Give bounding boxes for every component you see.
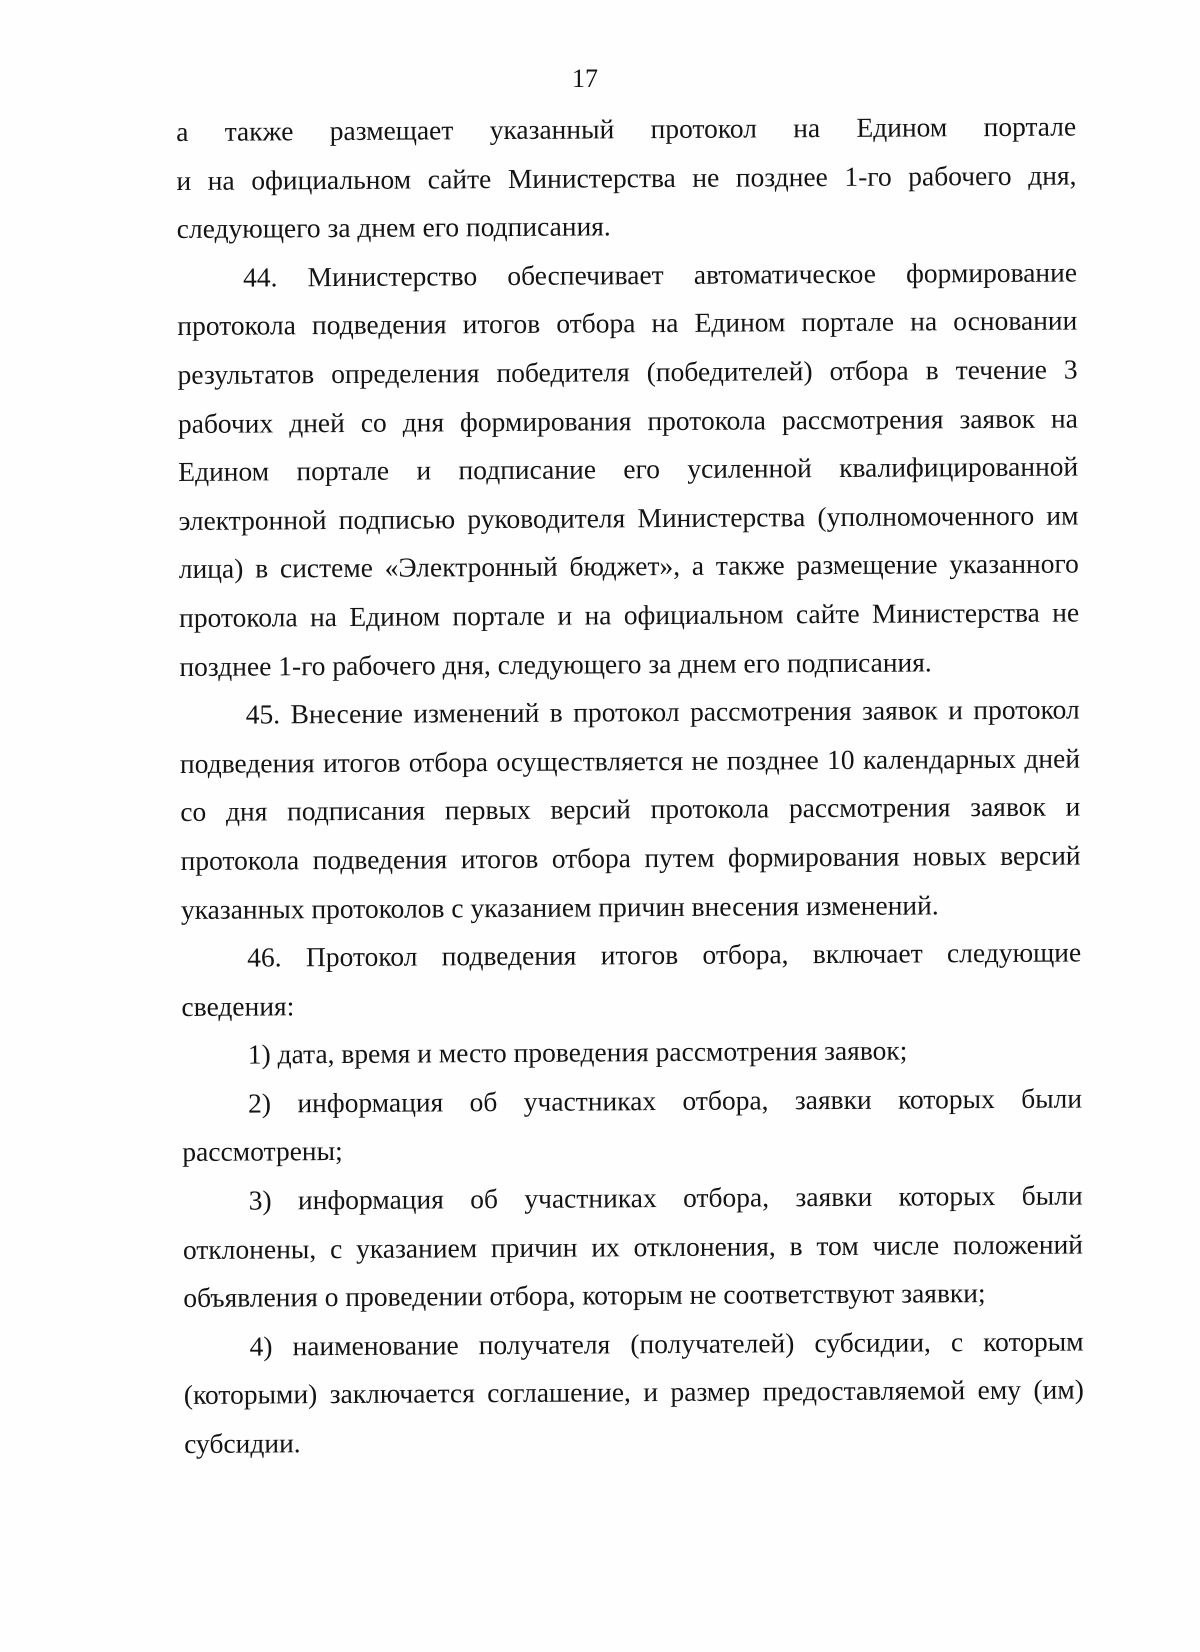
list-item-2: 2) информация об участниках отбора, заявки которых были рассмотрены;: [182, 1082, 1083, 1168]
paragraph-continuation-rest: и на официальном сайте Министерства не позднее 1-го рабочего дня, следующего за днем его подписания.: [176, 159, 1077, 245]
paragraph-45: 45. Внесение изменений в протокол рассмотрения заявок и протокол подведения итогов отбора осуществляется не позднее 10 календарных дней со дня подписания первых версий протокола рассмотрения заявок и протокола подведения итогов отбора путем формирования новых версий указанных протоколов с указанием причин внесения изменений.: [179, 693, 1081, 925]
list-item-4: 4) наименование получателя (получателей) субсидии, с которым (которыми) заключается соглашение, и размер предоставляемой ему (им) субсидии.: [183, 1325, 1084, 1460]
paragraph-46: 46. Протокол подведения итогов отбора, включает следующие сведения:: [181, 936, 1082, 1022]
list-item-1: 1) дата, время и место проведения рассмотрения заявок;: [247, 1034, 908, 1070]
document-body: [176, 103, 1084, 1469]
paragraph-continuation-first-line: а также размещает указанный протокол на Едином портале: [176, 110, 1077, 147]
paragraph-continuation: [176, 103, 1077, 254]
list-item-3: 3) информация об участниках отбора, заявки которых были отклонены, с указанием причин их отклонения, в том числе положений объявления о проведении отбора, которым не соответствуют заявки;: [182, 1179, 1084, 1314]
page-number: 17: [572, 64, 598, 93]
paragraph-44: 44. Министерство обеспечивает автоматическое формирование протокола подведения итогов отбора на Едином портале на основании результатов определения победителя (победителей) отбора в течение 3 рабочих дней со дня формирования протокола рассмотрения заявок на Едином портале и подписание его усиленной квалифицированной электронной подписью руководителя Министерства (уполномоченного им лица) в системе «Электронный бюджет», а также размещение указанного протокола на Едином портале и на официальном сайте Министерства не позднее 1-го рабочего дня, следующего за днем его подписания.: [177, 256, 1080, 682]
